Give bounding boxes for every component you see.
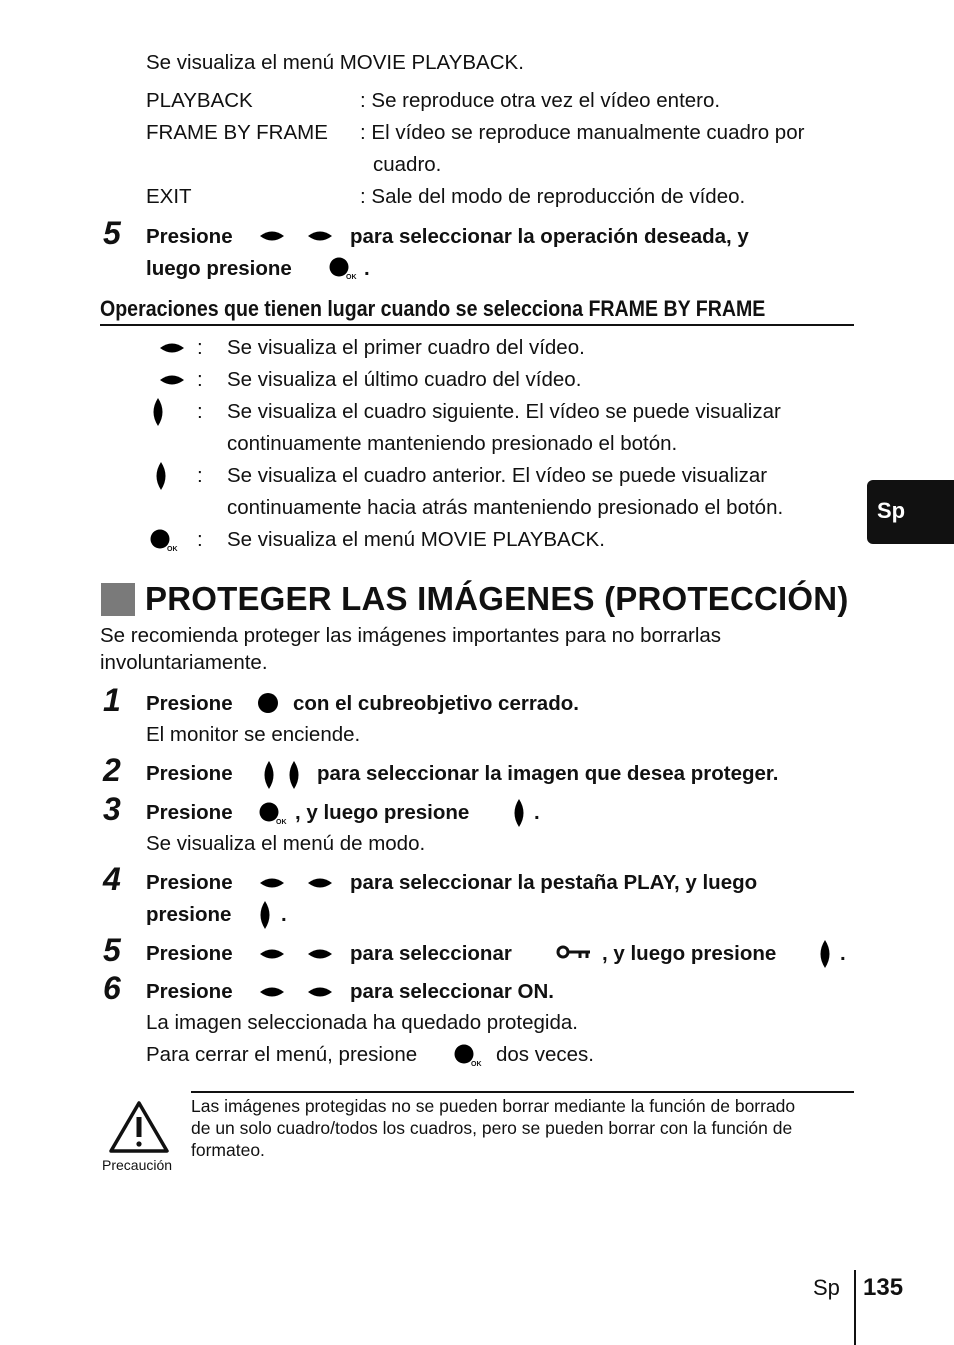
step-text: luego presione [146,257,292,280]
frame-op-text: Se visualiza el primer cuadro del vídeo. [227,336,585,359]
list-separator: : [197,336,203,359]
step-text: para seleccionar [350,942,512,965]
step-text: para seleccionar la operación deseada, y [350,225,749,248]
option-desc-exit: : Sale del modo de reproducción de vídeo. [360,185,746,208]
down-button-icon [158,370,186,390]
left-button-icon [259,760,279,790]
option-desc-playback: : Se reproduce otra vez el vídeo entero. [360,89,721,112]
step-text: Presione [146,871,233,894]
caution-rule [191,1091,854,1093]
step-note: Se visualiza el menú de modo. [146,832,426,855]
step-note: La imagen seleccionada ha quedado protegida. [146,1011,578,1034]
monitor-button-icon [257,692,281,716]
step-text: Presione [146,225,233,248]
caution-label: Precaución [102,1157,173,1173]
right-button-icon [284,760,304,790]
right-button-icon [148,397,168,427]
step-text: para seleccionar ON. [350,980,554,1003]
option-name-exit: EXIT [146,185,192,208]
heading-underline [100,324,854,326]
option-desc-frame-by-frame-cont: cuadro. [373,153,442,176]
step-number: 3 [103,791,121,827]
frame-op-text: Se visualiza el menú MOVIE PLAYBACK. [227,528,605,551]
ok-menu-button-icon [453,1043,483,1069]
frame-op-text: Se visualiza el cuadro anterior. El vídeo se puede visualizar [227,464,768,487]
frame-op-text: Se visualiza el cuadro siguiente. El vídeo se puede visualizar [227,400,781,423]
caution-text: formateo. [191,1140,265,1160]
up-button-icon [258,226,286,246]
step-number: 4 [103,861,121,897]
section-intro: Se recomienda proteger las imágenes importantes para no borrarlas [100,624,722,647]
section-marker [101,583,135,616]
option-name-playback: PLAYBACK [146,89,253,112]
step-text: Presione [146,942,233,965]
step-text: con el cubreobjetivo cerrado. [293,692,579,715]
section-intro-cont: involuntariamente. [100,651,268,674]
caution-text: de un solo cuadro/todos los cuadros, pero se pueden borrar con la función de [191,1118,793,1138]
right-button-icon [509,798,529,828]
step-text: para seleccionar la imagen que desea proteger. [317,762,779,785]
protect-key-icon [556,944,592,960]
step-number: 6 [103,970,121,1006]
step-text: . [534,801,540,824]
language-side-tab [867,480,954,544]
right-button-icon [255,900,275,930]
list-separator: : [197,528,203,551]
ok-menu-button-icon [328,256,358,282]
ok-menu-button-icon [258,801,288,827]
step-text: para seleccionar la pestaña PLAY, y luego [350,871,758,894]
frame-op-text: Se visualiza el último cuadro del vídeo. [227,368,582,391]
frame-op-text-cont: continuamente hacia atrás manteniendo presionado el botón. [227,496,784,519]
step-text: presione [146,903,232,926]
step-number: 5 [103,932,121,968]
up-button-icon [258,944,286,964]
step-text: Presione [146,801,233,824]
step-text: Presione [146,762,233,785]
footer-divider [854,1270,856,1345]
down-button-icon [306,982,334,1002]
step-text: . [281,903,287,926]
language-side-tab-label: Sp [877,498,906,523]
step-text: . [840,942,846,965]
ok-menu-button-icon [149,528,179,554]
step-number: 5 [103,215,121,251]
down-button-icon [306,226,334,246]
footer-language: Sp [813,1275,840,1300]
left-button-icon [151,461,171,491]
step-number: 2 [103,752,121,788]
caution-text: Las imágenes protegidas no se pueden borrar mediante la función de borrado [191,1096,796,1116]
frame-op-text-cont: continuamente manteniendo presionado el botón. [227,432,678,455]
step-text: . [364,257,370,280]
frame-ops-heading: Operaciones que tienen lugar cuando se selecciona FRAME BY FRAME [100,296,766,321]
list-separator: : [197,368,203,391]
right-button-icon [815,939,835,969]
intro-text: Se visualiza el menú MOVIE PLAYBACK. [146,51,524,74]
up-button-icon [158,338,186,358]
list-separator: : [197,464,203,487]
step-text: Presione [146,980,233,1003]
step-text: , y luego presione [602,942,777,965]
down-button-icon [306,944,334,964]
warning-triangle-icon [108,1100,170,1154]
step-text: Presione [146,692,233,715]
step-note: El monitor se enciende. [146,723,361,746]
up-button-icon [258,873,286,893]
step-text: , y luego presione [295,801,470,824]
up-button-icon [258,982,286,1002]
step-number: 1 [103,682,121,718]
step-note: dos veces. [496,1043,594,1066]
down-button-icon [306,873,334,893]
option-desc-frame-by-frame: : El vídeo se reproduce manualmente cuadro por [360,121,805,144]
step-note: Para cerrar el menú, presione [146,1043,418,1066]
option-name-frame-by-frame: FRAME BY FRAME [146,121,328,144]
list-separator: : [197,400,203,423]
section-title: PROTEGER LAS IMÁGENES (PROTECCIÓN) [145,580,849,617]
page-number: 135 [863,1274,904,1301]
